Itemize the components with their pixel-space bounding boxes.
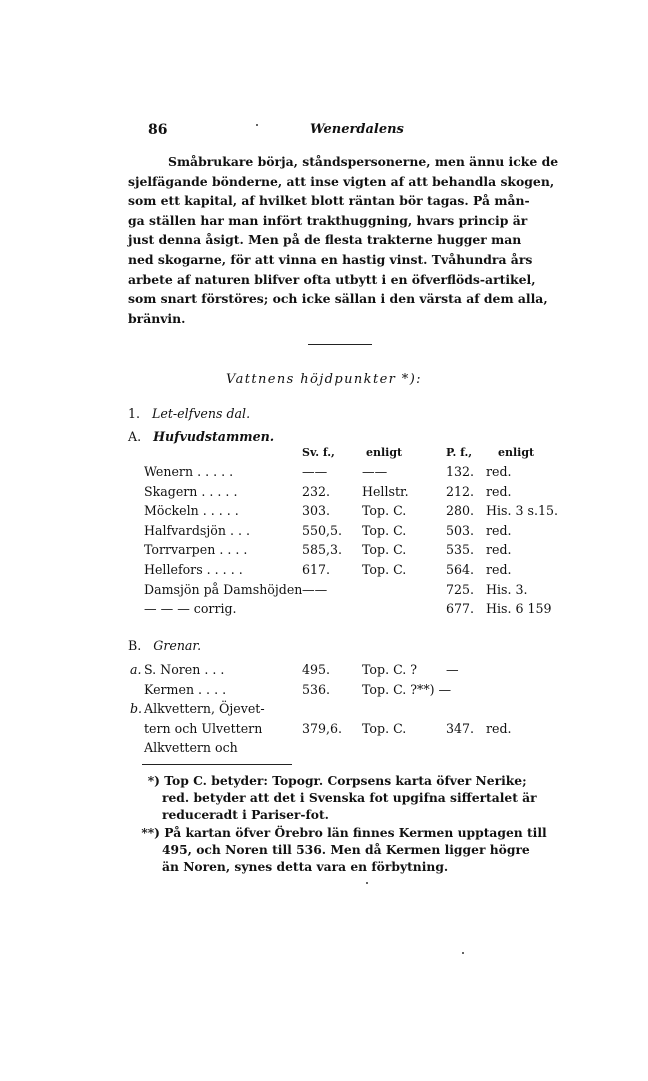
running-head: Wenerdalens <box>310 122 404 137</box>
row-p-source: red. <box>486 522 512 538</box>
footnote-2: **) På kartan öfver Örebro län finnes Kermen upptagen till 495, och Noren till 536. Men då Kermen ligger högre än Noren, synes detta vara en förbytning. <box>141 825 547 874</box>
row-name: Damsjön på Damshöjden <box>144 581 303 597</box>
row-source: Top. C. <box>362 503 407 519</box>
row-sv-value: —— <box>302 581 328 597</box>
row-source: —— <box>362 464 388 479</box>
row-p-value: 725. <box>446 581 475 597</box>
para-line: som ett kapital, af hvilket blott räntan bör tagas. På mån- <box>128 193 530 209</box>
row-sv-value: 550,5. <box>302 522 343 538</box>
row-sv-value: 617. <box>302 562 331 577</box>
para-line: ga ställen har man infört trakthuggning, hvars princip är <box>128 212 528 228</box>
para-line: som snart förstöres; och icke sällan i den värsta af dem alla, <box>128 291 548 307</box>
row-prefix: b. <box>130 701 143 717</box>
item-1: 1. Let-elfvens dal. <box>128 406 251 421</box>
footnote-divider <box>142 764 292 765</box>
page-number: 86 <box>148 122 168 138</box>
row-name: Halfvardsjön . . . <box>144 522 250 538</box>
row-name: Möckeln . . . . . <box>144 503 239 519</box>
row-sv-value: 303. <box>302 503 331 519</box>
col-header-enligt2: enligt <box>498 446 535 459</box>
row-p-source: His. 3. <box>486 581 528 597</box>
row-sv-value: —— <box>302 464 328 479</box>
row-p-source: red. <box>486 720 512 736</box>
row-p-source: red. <box>486 562 512 577</box>
row-p-value: 132. <box>446 464 475 479</box>
row-sv-value: 379,6. <box>302 720 343 736</box>
print-speck <box>256 124 258 126</box>
para-line: arbete af naturen blifver ofta utbytt i en öfverflöds-artikel, <box>128 271 536 287</box>
section-title: Vattnens höjdpunkter *): <box>226 372 422 387</box>
row-source: Top. C. <box>362 542 407 558</box>
footnote-1: *) Top C. betyder: Topogr. Corpsens karta öfver Nerike; red. betyder att det i Svenska fot upgifna siffertalet är reduceradt i Pariser-fot. <box>147 773 537 822</box>
row-sv-value: 232. <box>302 483 331 499</box>
row-p-value: 564. <box>446 562 475 577</box>
row-source: Top. C. ? <box>362 662 418 677</box>
col-header-p: P. f., <box>446 446 473 459</box>
row-source: Top. C. <box>362 562 407 577</box>
row-name: Kermen . . . . <box>144 681 227 697</box>
col-header-enligt1: enligt <box>366 446 403 459</box>
row-name: — — — corrig. <box>144 601 237 617</box>
row-p-value: 212. <box>446 483 475 499</box>
item-B: B. Grenar. <box>128 638 202 653</box>
row-source: Top. C. <box>362 720 407 736</box>
row-p-value: — <box>446 662 459 677</box>
row-source: Hellstr. <box>362 483 409 499</box>
print-speck <box>462 952 464 954</box>
row-p-value: 503. <box>446 522 475 538</box>
row-p-source: His. 3 s.15. <box>486 503 558 519</box>
row-source: Top. C. ?**) — <box>362 681 452 697</box>
row-p-value: 280. <box>446 503 475 519</box>
para-line: bränvin. <box>128 310 186 326</box>
row-p-value: 535. <box>446 542 475 558</box>
row-name: Torrvarpen . . . . <box>144 542 248 558</box>
row-source: Top. C. <box>362 522 407 538</box>
row-name: S. Noren . . . <box>144 662 225 677</box>
row-name: Alkvettern, Öjevet- <box>144 701 265 717</box>
row-name: Alkvettern och <box>144 740 238 756</box>
row-sv-value: 495. <box>302 662 331 677</box>
section-divider <box>308 344 372 345</box>
para-line: just denna åsigt. Men på de flesta trakterne hugger man <box>128 232 522 248</box>
row-p-source: red. <box>486 464 512 479</box>
row-p-source: red. <box>486 483 512 499</box>
row-name: Wenern . . . . . <box>144 464 234 479</box>
row-p-value: 677. <box>446 601 475 617</box>
row-name: tern och Ulvettern <box>144 720 263 736</box>
page-header <box>0 122 648 142</box>
row-name: Skagern . . . . . <box>144 483 238 499</box>
row-sv-value: 585,3. <box>302 542 343 558</box>
body-paragraph <box>128 152 568 328</box>
row-p-value: 347. <box>446 720 475 736</box>
row-prefix: a. <box>130 662 142 677</box>
row-p-source: His. 6 159 <box>486 601 552 617</box>
col-header-sv: Sv. f., <box>302 446 335 459</box>
print-speck <box>366 882 368 884</box>
row-name: Hellefors . . . . . <box>144 562 243 577</box>
item-A: A. Hufvudstammen. <box>128 429 275 444</box>
para-line: ned skogarne, för att vinna en hastig vinst. Tvåhundra års <box>128 251 533 267</box>
row-p-source: red. <box>486 542 512 558</box>
para-line: sjelfägande bönderne, att inse vigten af att behandla skogen, <box>128 173 555 189</box>
row-sv-value: 536. <box>302 681 331 697</box>
para-line: Småbrukare börja, ståndspersonerne, men ännu icke de <box>168 154 559 169</box>
